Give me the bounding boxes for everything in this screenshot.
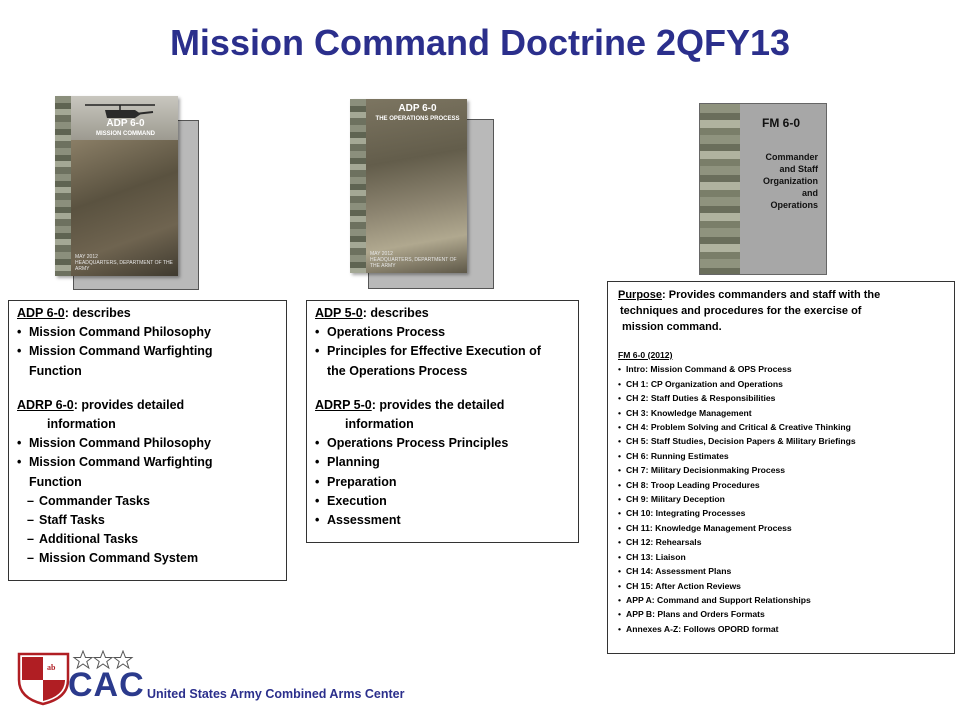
fm-ref: FM 6-0 (2012) <box>618 350 673 360</box>
list-item: • Mission Command Warfighting <box>17 453 278 472</box>
adp-desc: : describes <box>64 306 131 320</box>
purpose-label: Purpose <box>618 289 663 301</box>
svg-text:ab: ab <box>47 663 56 672</box>
list-item: • CH 8: Troop Leading Procedures <box>618 478 944 492</box>
list-item: • Execution <box>315 492 570 511</box>
list-item: • CH 4: Problem Solving and Critical & Creative Thinking <box>618 420 944 434</box>
list-item: • CH 7: Military Decisionmaking Process <box>618 463 944 477</box>
list-item: • Mission Command Philosophy <box>17 323 278 342</box>
adp-desc: : describes <box>362 306 429 320</box>
organization-name: United States Army Combined Arms Center <box>147 687 405 701</box>
list-item: • Assessment <box>315 511 570 530</box>
purpose-text: : Provides commanders and staff with the <box>662 289 881 301</box>
list-item-cont: the Operations Process <box>327 363 468 378</box>
cover-subtitle-line: and <box>801 188 818 198</box>
adrp-desc: : provides detailed <box>73 397 185 412</box>
list-item: • CH 3: Knowledge Management <box>618 406 944 420</box>
cover-subtitle-line: and Staff <box>779 164 818 174</box>
list-item-cont: Function <box>29 363 82 378</box>
adrp-desc-cont: information <box>345 417 414 432</box>
cac-logo-text: CAC <box>68 666 145 704</box>
cover-subtitle: MISSION COMMAND <box>96 131 155 137</box>
list-item: • CH 9: Military Deception <box>618 492 944 506</box>
list-item: • CH 13: Liaison <box>618 550 944 564</box>
adrp-ref: ADRP 6-0 <box>17 397 74 412</box>
adrp-desc-cont: information <box>47 417 116 432</box>
adp-ref: ADP 6-0 <box>17 306 65 320</box>
cover-subtitle-line: Commander <box>765 152 818 162</box>
list-item: • Operations Process Principles <box>315 434 570 453</box>
list-item: • Operations Process <box>315 323 570 342</box>
sub-item: – Commander Tasks <box>17 492 278 511</box>
adrp-desc: : provides the detailed <box>371 397 505 412</box>
page-title: Mission Command Doctrine 2QFY13 <box>169 22 791 63</box>
list-item: • CH 2: Staff Duties & Responsibilities <box>618 391 944 405</box>
cover-footer: HEADQUARTERS, DEPARTMENT OF THE ARMY <box>370 257 457 269</box>
svg-text:ab: ab <box>26 687 35 696</box>
adp-6-0-cover-image <box>55 96 199 290</box>
sub-item: – Mission Command System <box>17 549 278 568</box>
list-item: • CH 12: Rehearsals <box>618 535 944 549</box>
cover-footer: HEADQUARTERS, DEPARTMENT OF THE ARMY <box>75 260 173 272</box>
adrp-ref: ADRP 5-0 <box>315 397 372 412</box>
list-item: • Mission Command Philosophy <box>17 434 278 453</box>
list-item: • CH 1: CP Organization and Operations <box>618 377 944 391</box>
cover-date: MAY 2012 <box>370 251 393 257</box>
sub-item: – Additional Tasks <box>17 530 278 549</box>
cover-subtitle-line: Organization <box>762 176 818 186</box>
cover-subtitle-line: Operations <box>770 200 818 210</box>
cover-title: ADP 6-0 <box>398 103 437 114</box>
adp-5-0-cover-image <box>350 99 494 289</box>
list-item: • APP B: Plans and Orders Formats <box>618 607 944 621</box>
fm-6-0-description-box <box>607 281 955 654</box>
list-item: • CH 11: Knowledge Management Process <box>618 521 944 535</box>
list-item: • Preparation <box>315 473 570 492</box>
list-item: • Annexes A-Z: Follows OPORD format <box>618 622 944 636</box>
purpose-text: techniques and procedures for the exercise of <box>620 305 862 317</box>
list-item: • CH 15: After Action Reviews <box>618 579 944 593</box>
list-item: • Mission Command Warfighting <box>17 342 278 361</box>
adp-5-0-description-box <box>306 300 579 543</box>
sub-item: – Staff Tasks <box>17 511 278 530</box>
list-item: • CH 14: Assessment Plans <box>618 564 944 578</box>
cover-title: FM 6-0 <box>762 116 801 130</box>
list-item: • CH 5: Staff Studies, Decision Papers & Military Briefings <box>618 434 944 448</box>
list-item-cont: Function <box>29 474 82 489</box>
adp-6-0-description-box <box>8 300 287 581</box>
list-item: • CH 6: Running Estimates <box>618 449 944 463</box>
list-item: • Principles for Effective Execution of <box>315 342 570 361</box>
list-item: • APP A: Command and Support Relationships <box>618 593 944 607</box>
cover-title: ADP 6-0 <box>106 118 145 129</box>
cover-date: MAY 2012 <box>75 254 98 260</box>
cover-subtitle: THE OPERATIONS PROCESS <box>375 116 460 122</box>
list-item: • CH 10: Integrating Processes <box>618 506 944 520</box>
list-item: • Intro: Mission Command & OPS Process <box>618 362 944 376</box>
fm-6-0-cover-image <box>699 103 826 273</box>
adp-ref: ADP 5-0 <box>315 306 363 320</box>
list-item: • Planning <box>315 453 570 472</box>
cac-logo <box>16 650 145 706</box>
purpose-text: mission command. <box>622 321 722 333</box>
